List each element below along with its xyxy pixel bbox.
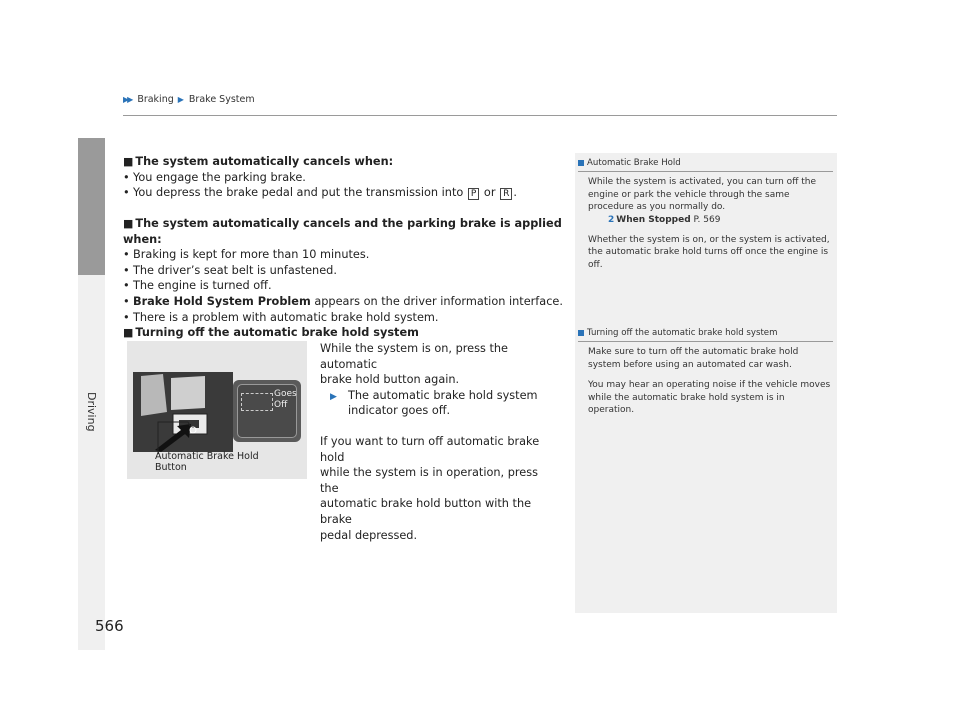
list-item: • There is a problem with automatic brake hold system. — [123, 310, 439, 324]
note-line: off. — [588, 259, 603, 270]
indicator-label-line: Off — [274, 400, 288, 410]
note-marker-icon — [578, 330, 584, 336]
note-line: You may hear an operating noise if the vehicle moves — [588, 380, 831, 391]
note-line: engine or park the vehicle through the same — [588, 189, 790, 200]
note-title — [578, 327, 833, 339]
note-title-text: Turning off the automatic brake hold system — [587, 328, 778, 338]
note-line: operation. — [588, 405, 635, 416]
section-heading — [123, 154, 563, 170]
side-tab-label-wrap — [98, 392, 110, 405]
xref-arrow-icon: 2 — [608, 214, 615, 225]
xref-label: When Stopped — [616, 214, 691, 225]
section-heading — [123, 216, 573, 247]
paragraph-line: brake hold button again. — [320, 373, 460, 387]
xref-page: P. 569 — [693, 214, 721, 225]
double-arrow-icon: ▶▶ — [123, 95, 132, 104]
section-auto-cancel-parking — [123, 216, 573, 325]
section-turning-off — [123, 325, 563, 341]
list-item-text — [133, 294, 563, 310]
cross-reference-link[interactable] — [608, 214, 833, 226]
section-auto-cancel — [123, 154, 563, 201]
page-number: 566 — [95, 617, 124, 635]
breadcrumb — [123, 94, 255, 105]
list-item: • Braking is kept for more than 10 minutes. — [123, 248, 370, 262]
section-heading — [123, 325, 563, 341]
text-segment: You depress the brake pedal and put the transmission into — [133, 186, 464, 200]
list-item-text: The driver’s seat belt is unfastened. — [133, 263, 337, 277]
indicator-outline — [241, 393, 273, 411]
note-marker-icon — [578, 160, 584, 166]
list-item: • You engage the parking brake. — [123, 170, 306, 184]
note-line: system before using an automated car wash. — [588, 359, 792, 370]
heading-text: Turning off the automatic brake hold system — [135, 326, 419, 339]
list-item: • You depress the brake pedal and put the transmission into P or R . — [123, 186, 517, 200]
figure-caption — [155, 451, 259, 473]
note-line: procedure as you normally do. — [588, 202, 726, 213]
note-line: While the system is activated, you can turn off the — [588, 177, 817, 188]
paragraph-line: automatic brake hold button with the brake — [320, 497, 532, 526]
sub-note-line: The automatic brake hold system — [348, 388, 538, 402]
square-bullet-icon: ■ — [123, 217, 134, 230]
heading-text: The system automatically cancels and the parking brake is applied when: — [123, 217, 562, 246]
note-line: the automatic brake hold turns off once the engine is — [588, 247, 829, 258]
arrow-icon: ▶ — [177, 95, 184, 104]
note-divider — [578, 341, 833, 342]
paragraph-line: pedal depressed. — [320, 528, 418, 542]
breadcrumb-item-braking[interactable]: Braking — [137, 94, 174, 105]
arrow-icon: ▶ — [330, 391, 337, 402]
note-title-text: Automatic Brake Hold — [587, 158, 681, 168]
section-turning-off-body — [320, 341, 560, 543]
side-tab-label — [85, 392, 98, 404]
note-line: Whether the system is on, or the system is activated, — [588, 235, 830, 246]
caption-line: Button — [155, 462, 187, 473]
note-line: while the automatic brake hold system is in — [588, 392, 785, 403]
note-turning-off — [578, 327, 833, 416]
text-segment: appears on the driver information interface. — [314, 294, 563, 308]
heading-text: The system automatically cancels when: — [135, 155, 394, 168]
sub-note-line: indicator goes off. — [348, 404, 451, 418]
bold-text: Brake Hold System Problem — [133, 294, 311, 308]
side-tab-marker — [78, 138, 105, 275]
list-item-text: There is a problem with automatic brake hold system. — [133, 310, 439, 324]
text-segment: or — [483, 186, 496, 200]
breadcrumb-item-brake-system[interactable]: Brake System — [188, 94, 255, 105]
sub-note — [320, 388, 560, 419]
indicator-label-line: Goes — [274, 389, 297, 399]
indicator-label — [274, 389, 297, 411]
sub-note-text — [348, 388, 538, 419]
square-bullet-icon: ■ — [123, 326, 134, 339]
list-item: • Brake Hold System Problem appears on the driver information interface. — [123, 294, 563, 308]
list-item: • The engine is turned off. — [123, 279, 272, 293]
text-segment: . — [513, 186, 517, 200]
list-item-text: Braking is kept for more than 10 minutes. — [133, 248, 370, 262]
caption-line: Automatic Brake Hold — [155, 451, 259, 462]
list-item-text: You engage the parking brake. — [133, 170, 306, 184]
paragraph-line: If you want to turn off automatic brake hold — [320, 434, 540, 464]
key-r-symbol: R — [500, 188, 512, 200]
key-p-symbol: P — [468, 188, 479, 200]
note-title — [578, 157, 833, 169]
paragraph-line: While the system is on, press the automatic — [320, 342, 508, 371]
paragraph-line: while the system is in operation, press the — [320, 466, 538, 495]
header-divider — [123, 115, 837, 116]
list-item-text: The engine is turned off. — [133, 279, 272, 293]
list-item-text — [133, 185, 517, 201]
square-bullet-icon: ■ — [123, 155, 134, 168]
note-automatic-brake-hold — [578, 157, 833, 271]
note-line: Make sure to turn off the automatic brake hold — [588, 347, 799, 358]
note-divider — [578, 171, 833, 172]
list-item: • The driver’s seat belt is unfastened. — [123, 263, 337, 277]
